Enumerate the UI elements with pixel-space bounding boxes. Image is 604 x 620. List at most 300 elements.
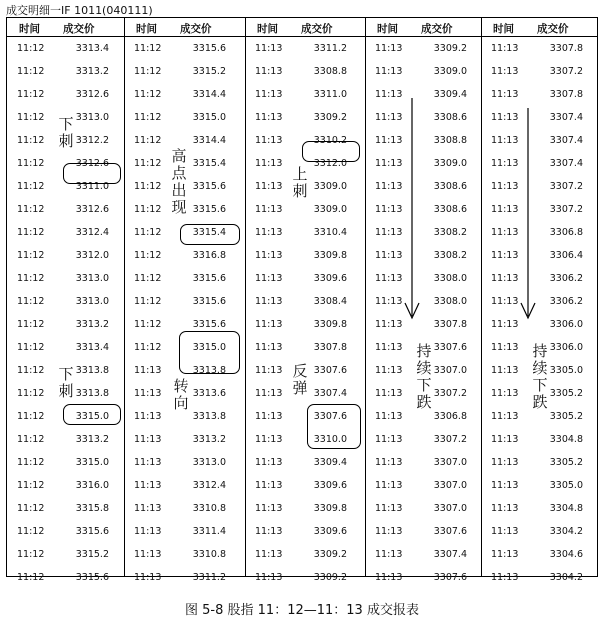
header-price: 成交价 — [421, 23, 453, 35]
trade-time: 11:13 — [491, 526, 519, 537]
trade-time: 11:13 — [255, 273, 283, 284]
trade-time: 11:13 — [491, 273, 519, 284]
trade-time: 11:13 — [375, 250, 403, 261]
trade-price: 3313.6 — [192, 388, 226, 399]
trade-price: 3314.4 — [192, 89, 226, 100]
table-row — [7, 268, 124, 291]
table-row — [365, 521, 481, 544]
table-row — [481, 567, 597, 590]
column-4 — [365, 18, 481, 583]
trade-price: 3312.6 — [75, 89, 109, 100]
trade-time: 11:13 — [134, 457, 162, 468]
trade-price: 3315.6 — [192, 204, 226, 215]
table-row — [7, 38, 124, 61]
trade-time: 11:13 — [491, 549, 519, 560]
highlight-3316-8 — [180, 224, 240, 245]
trade-price: 3304.2 — [549, 526, 583, 537]
table-row — [124, 567, 245, 590]
table-row — [7, 84, 124, 107]
trade-time: 11:13 — [375, 480, 403, 491]
table-row — [481, 61, 597, 84]
trade-time: 11:12 — [17, 227, 45, 238]
column-5 — [481, 18, 597, 583]
column-header — [7, 18, 124, 37]
table-row — [124, 107, 245, 130]
table-row — [245, 222, 365, 245]
table-row — [245, 452, 365, 475]
trade-time: 11:12 — [17, 135, 45, 146]
trade-time: 11:13 — [491, 434, 519, 445]
table-row — [481, 130, 597, 153]
table-row — [124, 245, 245, 268]
trade-price: 3315.6 — [192, 273, 226, 284]
trade-price: 3307.6 — [313, 411, 347, 422]
trade-price: 3313.8 — [75, 365, 109, 376]
trade-price: 3310.8 — [192, 549, 226, 560]
trade-time: 11:13 — [375, 457, 403, 468]
trade-time: 11:13 — [255, 572, 283, 583]
trade-time: 11:13 — [375, 342, 403, 353]
table-row — [245, 245, 365, 268]
table-row — [365, 291, 481, 314]
table-row — [365, 429, 481, 452]
trade-price: 3309.0 — [313, 181, 347, 192]
trade-price: 3306.0 — [549, 342, 583, 353]
trade-time: 11:12 — [17, 457, 45, 468]
trade-time: 11:12 — [17, 365, 45, 376]
column-header — [245, 18, 365, 37]
trade-time: 11:13 — [255, 549, 283, 560]
trade-time: 11:13 — [375, 526, 403, 537]
trade-time: 11:13 — [255, 135, 283, 146]
trade-time: 11:13 — [255, 296, 283, 307]
table-row — [365, 452, 481, 475]
trade-price: 3312.6 — [75, 158, 109, 169]
trade-time: 11:12 — [134, 273, 162, 284]
trade-time: 11:13 — [375, 227, 403, 238]
table-row — [7, 429, 124, 452]
trade-time: 11:13 — [491, 388, 519, 399]
table-row — [481, 84, 597, 107]
trade-price: 3313.0 — [75, 273, 109, 284]
trade-price: 3315.0 — [192, 112, 226, 123]
trade-time: 11:13 — [491, 135, 519, 146]
trade-time: 11:12 — [17, 250, 45, 261]
trade-time: 11:12 — [17, 480, 45, 491]
trade-price: 3306.8 — [433, 411, 467, 422]
trade-time: 11:13 — [375, 66, 403, 77]
table-row — [481, 314, 597, 337]
trade-time: 11:13 — [255, 319, 283, 330]
trade-price: 3307.6 — [433, 572, 467, 583]
trade-time: 11:13 — [255, 503, 283, 514]
trade-time: 11:13 — [375, 434, 403, 445]
table-row — [7, 567, 124, 590]
table-row — [481, 544, 597, 567]
down-arrow-col5-icon — [518, 108, 538, 323]
table-row — [7, 337, 124, 360]
table-row — [481, 38, 597, 61]
trade-time: 11:13 — [491, 503, 519, 514]
table-row — [124, 291, 245, 314]
trade-price: 3315.0 — [75, 457, 109, 468]
trade-price: 3315.6 — [192, 296, 226, 307]
highlight-3311-0 — [63, 163, 121, 184]
trade-price: 3307.2 — [433, 434, 467, 445]
trade-time: 11:12 — [17, 549, 45, 560]
trade-time: 11:12 — [134, 296, 162, 307]
trade-price: 3306.4 — [549, 250, 583, 261]
trade-price: 3315.6 — [75, 526, 109, 537]
table-row — [7, 61, 124, 84]
trade-price: 3309.2 — [313, 572, 347, 583]
trade-price: 3307.0 — [433, 365, 467, 376]
table-row — [365, 107, 481, 130]
table-row — [365, 153, 481, 176]
trade-price: 3309.8 — [313, 319, 347, 330]
trade-price: 3307.8 — [433, 319, 467, 330]
trade-time: 11:12 — [17, 434, 45, 445]
trade-time: 11:13 — [255, 365, 283, 376]
trade-time: 11:13 — [491, 158, 519, 169]
trade-time: 11:12 — [134, 112, 162, 123]
trade-price: 3309.6 — [313, 480, 347, 491]
table-row — [245, 498, 365, 521]
table-row — [245, 268, 365, 291]
trade-price: 3307.6 — [313, 365, 347, 376]
table-row — [245, 521, 365, 544]
table-row — [481, 268, 597, 291]
trade-time: 11:13 — [491, 365, 519, 376]
trade-price: 3307.2 — [549, 66, 583, 77]
trade-time: 11:13 — [375, 411, 403, 422]
trade-time: 11:13 — [255, 112, 283, 123]
trade-price: 3307.0 — [433, 457, 467, 468]
trade-price: 3313.8 — [75, 388, 109, 399]
table-row — [365, 130, 481, 153]
trade-price: 3313.2 — [75, 319, 109, 330]
table-row — [245, 61, 365, 84]
trade-price: 3309.2 — [313, 112, 347, 123]
table-row — [245, 544, 365, 567]
trade-price: 3307.8 — [313, 342, 347, 353]
trade-price: 3307.4 — [433, 549, 467, 560]
trade-price: 3308.2 — [433, 227, 467, 238]
trade-time: 11:12 — [17, 411, 45, 422]
trade-price: 3305.2 — [549, 457, 583, 468]
trade-price: 3308.8 — [313, 66, 347, 77]
table-row — [365, 61, 481, 84]
trade-price: 3315.6 — [192, 43, 226, 54]
trade-price: 3312.0 — [313, 158, 347, 169]
table-row — [481, 107, 597, 130]
trade-time: 11:13 — [491, 89, 519, 100]
table-row — [7, 475, 124, 498]
trade-time: 11:12 — [134, 158, 162, 169]
trade-price: 3304.8 — [549, 503, 583, 514]
trade-time: 11:12 — [17, 526, 45, 537]
trade-time: 11:13 — [255, 526, 283, 537]
table-row — [365, 567, 481, 590]
trade-time: 11:13 — [491, 250, 519, 261]
trade-time: 11:13 — [375, 112, 403, 123]
trade-price: 3309.2 — [433, 43, 467, 54]
column-header — [124, 18, 245, 37]
annotation-high-point: 高点出现 — [171, 147, 187, 216]
table-row — [7, 222, 124, 245]
header-time: 时间 — [493, 23, 514, 35]
trade-price: 3307.0 — [433, 503, 467, 514]
table-row — [245, 84, 365, 107]
table-row — [365, 314, 481, 337]
trade-time: 11:13 — [134, 434, 162, 445]
trade-time: 11:12 — [17, 319, 45, 330]
table-row — [365, 245, 481, 268]
table-row — [365, 544, 481, 567]
trade-time: 11:13 — [255, 457, 283, 468]
trade-price: 3307.2 — [433, 388, 467, 399]
table-row — [245, 107, 365, 130]
trade-price: 3315.6 — [192, 181, 226, 192]
trade-time: 11:13 — [134, 503, 162, 514]
trade-time: 11:12 — [17, 158, 45, 169]
trade-time: 11:13 — [134, 572, 162, 583]
highlight-3315-0-3313-8 — [179, 331, 240, 374]
trade-time: 11:12 — [17, 572, 45, 583]
trade-price: 3304.8 — [549, 434, 583, 445]
table-row — [481, 222, 597, 245]
trade-time: 11:12 — [134, 66, 162, 77]
trade-price: 3315.4 — [192, 227, 226, 238]
trade-time: 11:13 — [491, 296, 519, 307]
trade-time: 11:12 — [134, 227, 162, 238]
trade-time: 11:13 — [375, 572, 403, 583]
trade-price: 3310.2 — [313, 135, 347, 146]
header-time: 时间 — [257, 23, 278, 35]
trade-price: 3315.0 — [75, 411, 109, 422]
table-row — [481, 429, 597, 452]
column-2 — [124, 18, 245, 583]
trade-price: 3311.0 — [75, 181, 109, 192]
trade-time: 11:13 — [255, 43, 283, 54]
header-price: 成交价 — [537, 23, 569, 35]
trade-price: 3315.2 — [75, 549, 109, 560]
trade-time: 11:12 — [17, 388, 45, 399]
table-row — [124, 38, 245, 61]
trade-time: 11:13 — [255, 480, 283, 491]
trade-price: 3313.4 — [75, 342, 109, 353]
trade-time: 11:13 — [134, 526, 162, 537]
column-1 — [7, 18, 124, 583]
column-3 — [245, 18, 365, 583]
trade-price: 3315.4 — [192, 158, 226, 169]
trade-time: 11:13 — [491, 342, 519, 353]
trade-time: 11:13 — [375, 319, 403, 330]
trade-price: 3313.2 — [75, 66, 109, 77]
trade-price: 3308.2 — [433, 250, 467, 261]
trade-time: 11:13 — [255, 66, 283, 77]
table-row — [124, 429, 245, 452]
trade-price: 3312.4 — [75, 227, 109, 238]
table-row — [7, 521, 124, 544]
trade-time: 11:13 — [375, 388, 403, 399]
trade-price: 3308.0 — [433, 296, 467, 307]
trade-price: 3308.6 — [433, 204, 467, 215]
trade-price: 3315.6 — [75, 572, 109, 583]
trade-time: 11:13 — [491, 319, 519, 330]
table-row — [481, 199, 597, 222]
trade-time: 11:13 — [491, 204, 519, 215]
table-row — [481, 521, 597, 544]
trade-price: 3307.4 — [313, 388, 347, 399]
trade-price: 3312.2 — [75, 135, 109, 146]
trade-price: 3308.4 — [313, 296, 347, 307]
trade-time: 11:13 — [134, 549, 162, 560]
trade-time: 11:13 — [255, 158, 283, 169]
trade-time: 11:13 — [375, 89, 403, 100]
table-row — [365, 222, 481, 245]
trade-price: 3307.4 — [549, 135, 583, 146]
trade-time: 11:12 — [134, 250, 162, 261]
table-row — [7, 291, 124, 314]
trade-time: 11:12 — [134, 135, 162, 146]
header-time: 时间 — [19, 23, 40, 35]
trade-time: 11:12 — [134, 181, 162, 192]
trade-time: 11:13 — [375, 204, 403, 215]
trade-time: 11:13 — [255, 388, 283, 399]
annotation-rebound: 反弹 — [292, 362, 308, 397]
trade-price: 3305.2 — [549, 388, 583, 399]
trade-price: 3309.6 — [313, 526, 347, 537]
trade-time: 11:13 — [375, 296, 403, 307]
trade-time: 11:13 — [375, 43, 403, 54]
trade-price: 3307.0 — [433, 480, 467, 491]
table-row — [7, 452, 124, 475]
trade-price: 3313.0 — [75, 112, 109, 123]
trade-time: 11:12 — [17, 66, 45, 77]
trade-time: 11:12 — [17, 89, 45, 100]
trade-price: 3309.0 — [433, 66, 467, 77]
table-row — [124, 268, 245, 291]
table-row — [245, 314, 365, 337]
trade-price: 3305.2 — [549, 411, 583, 422]
trade-price: 3308.0 — [433, 273, 467, 284]
trade-time: 11:12 — [17, 43, 45, 54]
trade-price: 3310.4 — [313, 227, 347, 238]
annotation-down-spike-upper: 下刺 — [58, 115, 74, 150]
table-row — [481, 153, 597, 176]
trade-price: 3307.6 — [433, 526, 467, 537]
table-row — [7, 544, 124, 567]
table-row — [245, 199, 365, 222]
table-row — [481, 475, 597, 498]
trade-price: 3310.0 — [313, 434, 347, 445]
trade-price: 3307.8 — [549, 43, 583, 54]
table-title: 成交明细一IF 1011(040111) — [6, 4, 153, 17]
trade-price: 3311.0 — [313, 89, 347, 100]
trade-time: 11:13 — [255, 250, 283, 261]
table-row — [365, 199, 481, 222]
table-row — [7, 199, 124, 222]
trade-time: 11:13 — [375, 549, 403, 560]
trade-price: 3309.8 — [313, 250, 347, 261]
table-row — [365, 84, 481, 107]
trade-table — [6, 17, 598, 583]
trade-price: 3313.2 — [75, 434, 109, 445]
trade-time: 11:12 — [17, 273, 45, 284]
trade-price: 3313.4 — [75, 43, 109, 54]
table-row — [124, 84, 245, 107]
trade-time: 11:12 — [17, 204, 45, 215]
table-row — [245, 567, 365, 590]
trade-time: 11:12 — [134, 319, 162, 330]
trade-price: 3307.8 — [549, 89, 583, 100]
trade-price: 3316.8 — [192, 250, 226, 261]
trade-time: 11:13 — [375, 503, 403, 514]
trade-time: 11:13 — [255, 89, 283, 100]
table-row — [365, 38, 481, 61]
trade-price: 3307.2 — [549, 181, 583, 192]
trade-time: 11:13 — [255, 227, 283, 238]
table-row — [7, 245, 124, 268]
header-time: 时间 — [377, 23, 398, 35]
table-row — [365, 176, 481, 199]
column-header — [481, 18, 597, 37]
figure-caption: 图 5-8 股指 11：12—11：13 成交报表 — [185, 603, 419, 618]
table-row — [124, 452, 245, 475]
trade-time: 11:13 — [255, 181, 283, 192]
table-row — [245, 475, 365, 498]
table-row — [481, 498, 597, 521]
trade-price: 3311.2 — [192, 572, 226, 583]
header-price: 成交价 — [301, 23, 333, 35]
trade-time: 11:13 — [255, 411, 283, 422]
trade-time: 11:13 — [491, 457, 519, 468]
down-arrow-col4-icon — [402, 98, 422, 323]
annotation-continued-fall-col4: 持续下跌 — [416, 342, 432, 411]
trade-price: 3308.6 — [433, 181, 467, 192]
trade-time: 11:12 — [17, 181, 45, 192]
table-row — [481, 245, 597, 268]
table-row — [7, 498, 124, 521]
trade-time: 11:13 — [255, 204, 283, 215]
trade-price: 3310.8 — [192, 503, 226, 514]
table-row — [124, 521, 245, 544]
trade-price: 3312.0 — [75, 250, 109, 261]
trade-price: 3309.4 — [313, 457, 347, 468]
annotation-down-spike-lower: 下刺 — [58, 365, 74, 400]
trade-price: 3306.2 — [549, 296, 583, 307]
trade-time: 11:13 — [255, 342, 283, 353]
trade-price: 3306.2 — [549, 273, 583, 284]
trade-price: 3307.4 — [549, 112, 583, 123]
trade-time: 11:13 — [134, 480, 162, 491]
table-row — [365, 498, 481, 521]
annotation-up-spike: 上刺 — [292, 165, 308, 200]
trade-price: 3307.6 — [433, 342, 467, 353]
trade-price: 3306.0 — [549, 319, 583, 330]
table-row — [124, 61, 245, 84]
trade-time: 11:13 — [375, 273, 403, 284]
trade-price: 3314.4 — [192, 135, 226, 146]
trade-price: 3316.0 — [75, 480, 109, 491]
trade-price: 3313.8 — [192, 411, 226, 422]
trade-time: 11:13 — [375, 181, 403, 192]
trade-price: 3312.4 — [192, 480, 226, 491]
trade-price: 3309.6 — [313, 273, 347, 284]
trade-price: 3306.8 — [549, 227, 583, 238]
trade-time: 11:13 — [134, 365, 162, 376]
